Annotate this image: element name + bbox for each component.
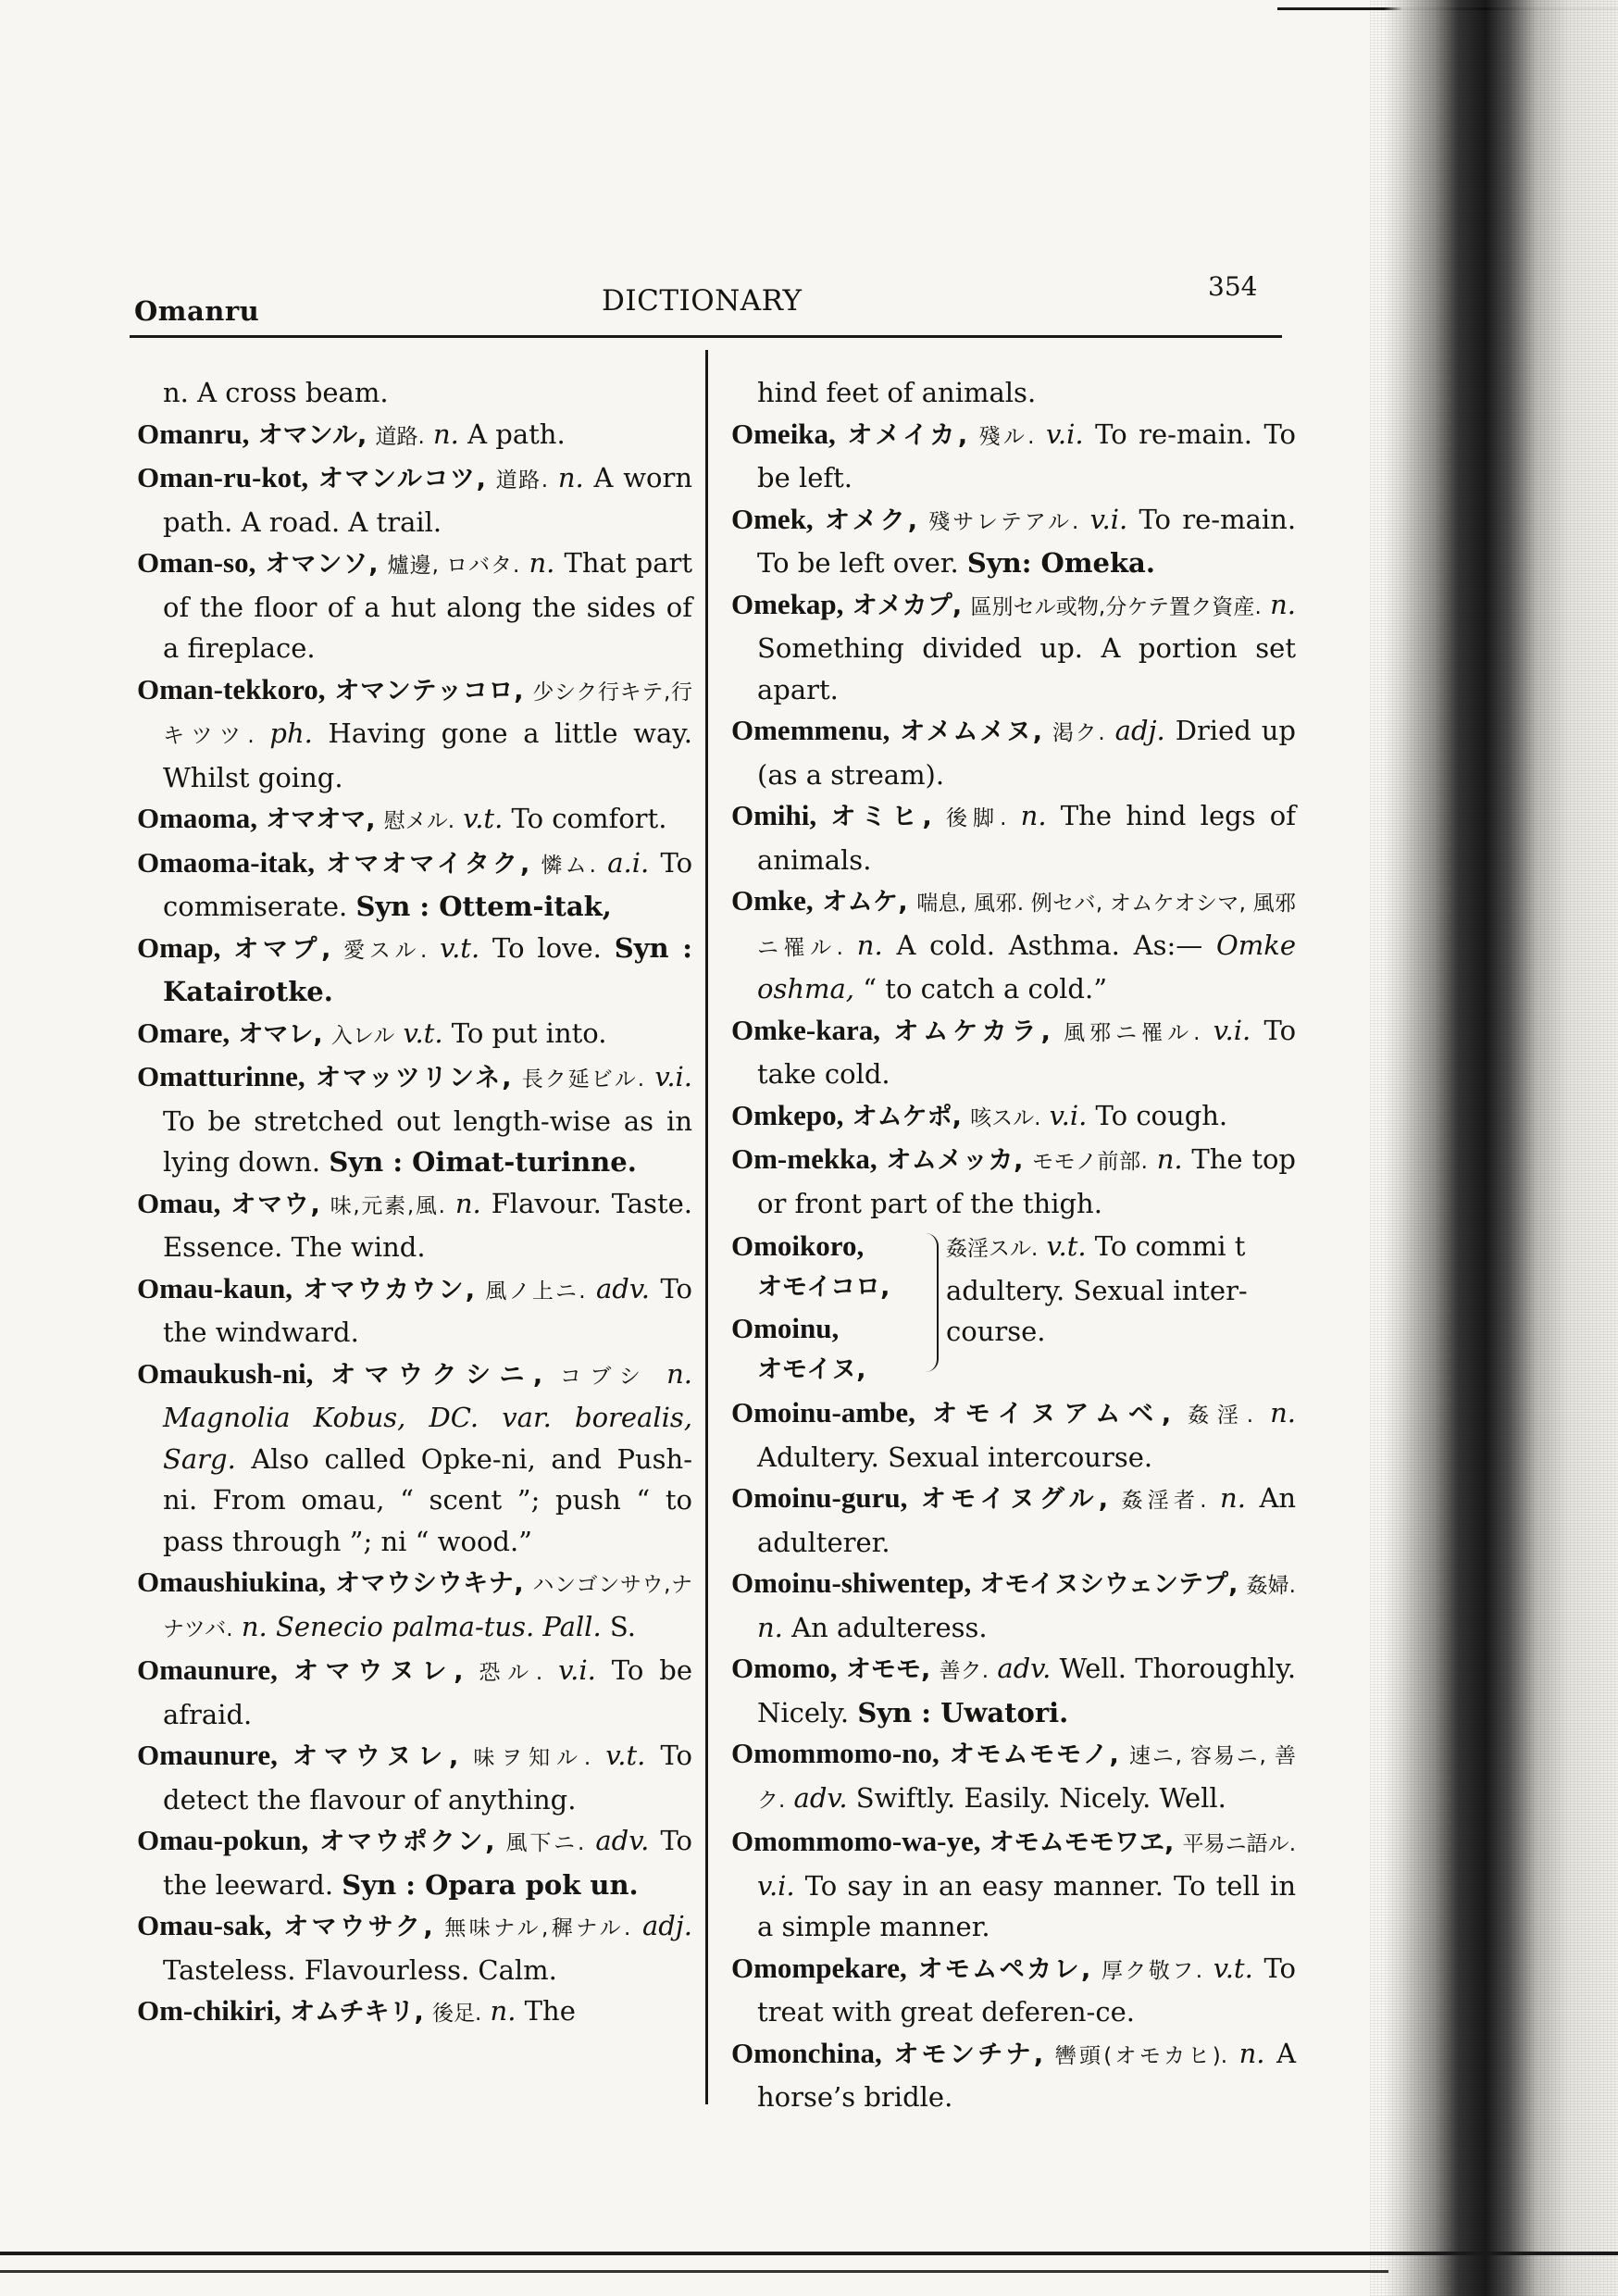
headword-kana: オマンテッコロ, xyxy=(334,676,524,705)
part-of-speech: n. xyxy=(241,1610,268,1642)
definition: Flavour. Taste. Essence. The wind. xyxy=(163,1187,693,1263)
part-of-speech: v.t. xyxy=(1213,1952,1253,1984)
dictionary-entry xyxy=(137,669,692,799)
bottom-edge-rule xyxy=(0,2252,1618,2255)
definition: Something divided up. A portion set apart. xyxy=(757,632,1296,705)
headword: Omau-kaun, xyxy=(137,1271,292,1304)
headword: Omare, xyxy=(137,1016,230,1049)
definition: A cold. Asthma. As:— xyxy=(896,929,1203,961)
headword-kana: オマレ, xyxy=(238,1019,323,1049)
dictionary-entry xyxy=(137,1268,692,1354)
headword-kana: オマウヌレ, xyxy=(292,1742,459,1771)
part-of-speech: v.t. xyxy=(403,1017,443,1049)
part-of-speech: v.t. xyxy=(1046,1230,1087,1262)
headword: Omaoma, xyxy=(137,802,258,834)
headword: Omekap, xyxy=(731,587,844,620)
headword-kana: オマオマイタク, xyxy=(326,849,530,879)
page-title: DICTIONARY xyxy=(602,284,803,318)
part-of-speech: n. xyxy=(666,1357,693,1390)
synonym: Syn : Oimat-turinne. xyxy=(329,1146,637,1178)
dictionary-entry xyxy=(137,1562,692,1650)
column-divider xyxy=(705,350,708,2104)
headword: Oman-so, xyxy=(137,546,256,579)
headword: Omaunure, xyxy=(137,1739,278,1771)
definition: To the windward. xyxy=(163,1272,693,1348)
headword-kana: オメイカ, xyxy=(847,420,968,450)
definition: To cough. xyxy=(1095,1099,1228,1131)
dictionary-entry xyxy=(731,414,1296,499)
part-of-speech: adv. xyxy=(997,1653,1052,1684)
headword-kana: オムメッカ, xyxy=(886,1146,1024,1175)
dictionary-entry xyxy=(137,1056,692,1183)
headword: Om-chikiri, xyxy=(137,1994,281,2027)
dictionary-entry xyxy=(137,1354,692,1563)
headword: Omau-pokun, xyxy=(137,1824,309,1856)
dictionary-entry xyxy=(137,798,692,842)
definition: To love. xyxy=(492,931,602,964)
bottom-edge-rule-2 xyxy=(0,2270,1388,2273)
part-of-speech: adj. xyxy=(1114,715,1165,746)
definition: Having gone a little way. Whilst going. xyxy=(163,718,693,793)
headword: Omihi, xyxy=(731,799,817,831)
part-of-speech: ph. xyxy=(269,718,313,749)
scientific-name: Senecio palma-tus. Pall. xyxy=(275,1610,602,1642)
definition: Dried up (as a stream). xyxy=(757,715,1296,791)
headword: Omoinu-shiwentep, xyxy=(731,1566,972,1599)
synonym: Syn: Omeka. xyxy=(966,547,1155,579)
headword-kana: オメムメヌ, xyxy=(900,718,1042,746)
headword: Omaoma-itak, xyxy=(137,845,316,879)
headword-kana: オマウポクン, xyxy=(319,1828,495,1856)
dictionary-entry xyxy=(731,795,1296,880)
headword: Omap, xyxy=(137,930,221,964)
page-number: 354 xyxy=(1208,271,1258,302)
headword-kana: オモイヌ, xyxy=(757,1354,866,1384)
dictionary-entry xyxy=(731,499,1296,584)
headword: Omoinu, xyxy=(731,1312,840,1344)
dictionary-entry xyxy=(731,1948,1296,2033)
dictionary-entry xyxy=(137,1735,692,1820)
definition: To the leeward. xyxy=(163,1825,692,1901)
definition: The top or front part of the thigh. xyxy=(757,1143,1296,1219)
headword-kana: オマウヌレ, xyxy=(292,1657,464,1686)
definition: Swiftly. Easily. Nicely. Well. xyxy=(855,1781,1226,1814)
dictionary-entry xyxy=(731,1392,1296,1478)
dictionary-entry xyxy=(731,1821,1296,1948)
synonym: Syn : Ottem-itak, xyxy=(355,891,612,922)
definition: Adultery. Sexual intercourse. xyxy=(757,1441,1153,1473)
part-of-speech: v.i. xyxy=(1089,503,1128,535)
definition-note: S. xyxy=(609,1610,636,1642)
dictionary-entry xyxy=(137,1013,692,1057)
part-of-speech: n. xyxy=(1238,2037,1265,2069)
left-column xyxy=(137,372,692,2035)
part-of-speech: n. xyxy=(757,1611,783,1643)
headword: Omatturinne, xyxy=(137,1060,305,1092)
carryover-text: hind feet of animals. xyxy=(757,377,1037,408)
japanese-gloss: 風下ニ. xyxy=(505,1831,585,1855)
part-of-speech: v.t. xyxy=(605,1740,646,1771)
headword: Omke-kara, xyxy=(731,1013,881,1046)
headword-kana: オマンソ, xyxy=(265,550,379,579)
japanese-gloss: 無味ナル,穉ナル. xyxy=(444,1916,631,1940)
part-of-speech: adv. xyxy=(793,1781,848,1814)
headword: Oman-ru-kot, xyxy=(137,461,309,493)
japanese-gloss: 風邪ニ罹ル. xyxy=(1064,1020,1201,1045)
japanese-gloss: 平易ニ語ル. xyxy=(1182,1832,1297,1856)
japanese-gloss: 喘息, 風邪. 例セバ, オムケオシマ, 風邪ニ罹ル. xyxy=(757,892,1297,960)
dictionary-entry xyxy=(731,1733,1296,1821)
japanese-gloss: 殘サレテアル. xyxy=(928,509,1079,534)
japanese-gloss: 咳スル. xyxy=(970,1105,1041,1130)
dictionary-entry xyxy=(137,457,692,543)
headword: Omoikoro, xyxy=(731,1229,865,1262)
part-of-speech: v.i. xyxy=(654,1061,693,1092)
part-of-speech: v.i. xyxy=(1213,1014,1251,1046)
header-rule xyxy=(130,335,1282,338)
japanese-gloss: 後足. xyxy=(432,2002,482,2026)
headword: Omomo, xyxy=(731,1652,838,1684)
japanese-gloss: 厚ク敬フ. xyxy=(1101,1958,1203,1983)
definition: To re-main. To be left over. xyxy=(757,503,1297,579)
headword-kana: オムケ, xyxy=(822,888,908,917)
japanese-gloss: 後脚. xyxy=(946,806,1007,830)
part-of-speech: v.i. xyxy=(1045,418,1084,450)
headword: Omommomo-no, xyxy=(731,1737,940,1769)
definition: A horse’s bridle. xyxy=(757,2037,1297,2113)
japanese-gloss: モモノ前部. xyxy=(1032,1150,1148,1174)
part-of-speech: n. xyxy=(490,1995,517,2027)
part-of-speech: a.i. xyxy=(607,846,650,879)
japanese-gloss: 長ク延ビル. xyxy=(521,1067,645,1092)
japanese-gloss: 姦淫. xyxy=(1188,1404,1254,1428)
dictionary-entry xyxy=(137,1820,692,1905)
japanese-gloss: ハンゴンサウ,ナナツバ. xyxy=(163,1573,693,1641)
part-of-speech: v.i. xyxy=(558,1654,596,1686)
dictionary-entry xyxy=(137,1905,692,1990)
headword-kana: オマウ, xyxy=(230,1190,320,1219)
dictionary-entry xyxy=(731,2033,1296,2118)
dictionary-entry xyxy=(731,1648,1296,1733)
dictionary-entry xyxy=(137,1650,692,1735)
dictionary-entry xyxy=(731,1095,1296,1140)
headword-kana: オマプ, xyxy=(233,934,331,964)
headword-kana: オモムペカレ, xyxy=(917,1954,1091,1984)
definition: To be afraid. xyxy=(163,1654,693,1730)
headword: Omke, xyxy=(731,884,814,917)
part-of-speech: v.i. xyxy=(757,1869,795,1902)
headword-kana: オマウサク, xyxy=(283,1913,433,1941)
synonym: Syn : Uwatori. xyxy=(857,1696,1069,1728)
japanese-gloss: 愛スル. xyxy=(343,938,428,963)
definition: To comfort. xyxy=(511,803,667,834)
japanese-gloss: 爐邊, ロバタ. xyxy=(387,554,520,578)
part-of-speech: n. xyxy=(433,418,459,450)
japanese-gloss: 姦淫者. xyxy=(1121,1489,1207,1513)
headword: Omoinu-ambe, xyxy=(731,1396,915,1429)
headword-kana: オモムモモノ, xyxy=(949,1741,1119,1769)
scan-noise xyxy=(1370,0,1618,2296)
definition: To commi t adultery. Sexual inter-course. xyxy=(946,1230,1248,1347)
headword: Om-mekka, xyxy=(731,1142,877,1175)
guide-word: Omanru xyxy=(134,295,260,327)
definition: An adulterer. xyxy=(757,1482,1297,1558)
headword-kana: オマンルコツ, xyxy=(317,465,486,493)
part-of-speech: n. xyxy=(1220,1482,1246,1514)
japanese-gloss: 殘ル. xyxy=(978,424,1035,449)
headword: Omaushiukina, xyxy=(137,1566,327,1598)
headword-kana: オモンチナ, xyxy=(893,2040,1044,2069)
japanese-gloss: 區別セル或物,分ケテ置ク資産. xyxy=(970,594,1262,619)
definition: The xyxy=(524,1995,576,2027)
part-of-speech: adv. xyxy=(596,1272,651,1304)
dictionary-entry xyxy=(731,1478,1296,1563)
japanese-gloss: 轡頭(オモカヒ). xyxy=(1054,2043,1228,2068)
dictionary-entry xyxy=(137,543,692,669)
japanese-gloss: 速ニ, 容易ニ, 善ク. xyxy=(757,1744,1297,1813)
headword-kana: オモイヌアムベ, xyxy=(931,1400,1172,1429)
headword: Omaukush-ni, xyxy=(137,1356,314,1390)
definition: An adulteress. xyxy=(791,1611,988,1643)
definition: To detect the flavour of anything. xyxy=(163,1740,692,1816)
definition: Tasteless. Flavourless. Calm. xyxy=(163,1953,557,1986)
dictionary-entry xyxy=(731,710,1296,795)
definition: To treat with great deferen-ce. xyxy=(757,1952,1297,2028)
definition: A worn path. A road. A trail. xyxy=(163,462,693,538)
part-of-speech: n. xyxy=(1020,800,1047,831)
brace xyxy=(924,1233,939,1372)
grouped-entry xyxy=(731,1226,1296,1391)
part-of-speech: n. xyxy=(529,547,555,579)
definition: The hind legs of animals. xyxy=(757,800,1296,876)
japanese-gloss: 善ク. xyxy=(939,1659,989,1683)
scientific-name: Magnolia Kobus, DC. var. borealis, Sarg. xyxy=(163,1402,692,1475)
headword: Omau-sak, xyxy=(137,1909,272,1941)
headword: Omaunure, xyxy=(137,1653,278,1686)
japanese-gloss: 姦淫スル. xyxy=(946,1237,1039,1261)
japanese-gloss: 恐ル. xyxy=(479,1661,543,1685)
dictionary-entry xyxy=(137,1183,692,1268)
headword-kana: オマンル, xyxy=(257,420,367,450)
japanese-gloss: 味ヲ知ル. xyxy=(473,1746,591,1770)
definition: A path. xyxy=(467,418,566,450)
dictionary-entry xyxy=(137,414,692,458)
headword: Omommomo-wa-ye, xyxy=(731,1825,981,1857)
japanese-gloss: 入レル xyxy=(330,1023,395,1048)
dictionary-entry xyxy=(731,880,1296,1010)
part-of-speech: n. xyxy=(1156,1143,1183,1175)
headword: Omemmenu, xyxy=(731,714,890,746)
example-gloss: “ to catch a cold.” xyxy=(863,973,1108,1004)
japanese-gloss: 道路. xyxy=(495,468,549,493)
headword-kana: オモイヌグル, xyxy=(920,1485,1108,1514)
headword-kana: オマウクシニ, xyxy=(330,1360,543,1390)
dictionary-entry xyxy=(137,1990,692,2035)
headword: Omek, xyxy=(731,502,814,535)
headword-kana: オモイヌシウェンテプ, xyxy=(979,1570,1238,1599)
carryover-text: n. A cross beam. xyxy=(163,377,389,408)
definition: To say in an easy manner. To tell in a simple manner. xyxy=(757,1869,1296,1942)
definition: Well. Thoroughly. Nicely. xyxy=(757,1653,1297,1728)
headword: Oman-tekkoro, xyxy=(137,672,326,705)
part-of-speech: v.i. xyxy=(1049,1099,1088,1131)
headword: Omkepo, xyxy=(731,1098,844,1131)
headword: Omeika, xyxy=(731,417,836,450)
dictionary-entry xyxy=(137,928,692,1013)
dictionary-entry xyxy=(731,1563,1296,1648)
part-of-speech: adv. xyxy=(595,1825,650,1856)
part-of-speech: v.t. xyxy=(463,803,504,834)
japanese-gloss: 風ノ上ニ. xyxy=(485,1279,586,1304)
japanese-gloss: 姦婦. xyxy=(1246,1574,1296,1598)
right-column xyxy=(731,372,1296,2118)
japanese-gloss: 道路. xyxy=(375,424,425,449)
japanese-gloss: 味,元素,風. xyxy=(330,1193,445,1218)
japanese-gloss: 少シク行キテ,行キツツ. xyxy=(163,680,693,748)
headword-kana: オモムモモワヱ, xyxy=(989,1828,1175,1857)
running-head xyxy=(134,271,1282,338)
dictionary-entry xyxy=(731,1010,1296,1095)
part-of-speech: n. xyxy=(454,1187,481,1219)
japanese-gloss: 渇ク. xyxy=(1052,721,1105,745)
dictionary-entry xyxy=(731,584,1296,711)
example-phrase: Omke oshma, xyxy=(757,929,1297,1004)
headword-kana: オミヒ, xyxy=(830,803,932,831)
headword-kana: オマウカウン, xyxy=(303,1275,475,1304)
definition: That part of the floor of a hut along the sides of a fireplace. xyxy=(163,547,693,664)
headword-kana: オモモ, xyxy=(845,1655,931,1684)
headword: Omau, xyxy=(137,1186,221,1219)
synonym: Syn : Opara pok un. xyxy=(342,1868,639,1901)
dictionary-entry xyxy=(731,1139,1296,1224)
part-of-speech: n. xyxy=(1270,1397,1297,1429)
japanese-gloss: 憐ム. xyxy=(541,853,596,878)
definition: To commiserate. xyxy=(163,846,693,922)
headword-kana: オムチキリ, xyxy=(290,1998,424,2027)
part-of-speech: n. xyxy=(856,929,883,961)
headword-kana: オムケカラ, xyxy=(893,1017,1051,1046)
part-of-speech: n. xyxy=(1270,588,1297,620)
japanese-gloss: 慰メル. xyxy=(383,809,455,833)
definition: To be stretched out length-wise as in lying down. xyxy=(163,1104,692,1178)
definition: To put into. xyxy=(451,1017,607,1049)
headword-kana: オメカプ, xyxy=(852,591,963,620)
headword: Omonchina, xyxy=(731,2036,882,2069)
part-of-speech: adj. xyxy=(641,1910,693,1941)
headword-kana: オムケポ, xyxy=(852,1102,962,1131)
definition-note: Also called Opke-ni, and Push-ni. From omau, “ scent ”; push “ to pass through ”; ni “ wood.” xyxy=(163,1442,692,1557)
headword-kana: オモイコロ, xyxy=(757,1272,890,1302)
dictionary-entry xyxy=(137,842,692,928)
headword: Omompekare, xyxy=(731,1951,907,1984)
synonym: Syn : Katairotke. xyxy=(163,931,693,1007)
headword: Omanru, xyxy=(137,417,250,450)
definition: To take cold. xyxy=(757,1014,1297,1090)
headword: Omoinu-guru, xyxy=(731,1481,908,1514)
headword-kana: オマッツリンネ, xyxy=(315,1064,512,1092)
headword-kana: オマウシウキナ, xyxy=(335,1569,524,1598)
headword-kana: オメク, xyxy=(824,505,917,535)
part-of-speech: n. xyxy=(557,462,584,493)
japanese-gloss: コブシ xyxy=(559,1364,650,1389)
definition: To re-main. To be left. xyxy=(757,418,1296,493)
part-of-speech: v.t. xyxy=(440,931,480,964)
headword-kana: オマオマ, xyxy=(266,805,376,834)
